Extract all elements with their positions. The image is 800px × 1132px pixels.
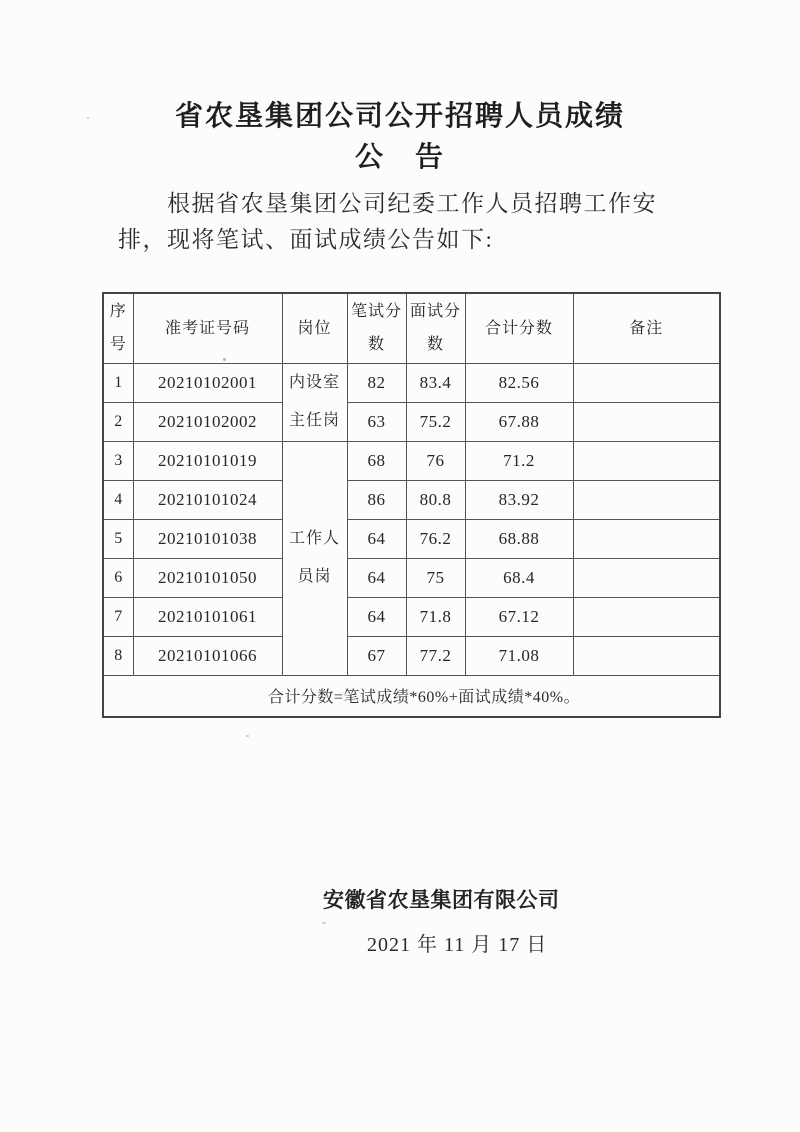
table-footnote-row: [103, 675, 720, 717]
column-header-interview-score: 面试分数: [406, 293, 465, 363]
document-subtitle: 公 告: [354, 142, 445, 173]
cell-ticket: 20210101066: [133, 636, 282, 675]
cell-seq: 7: [103, 597, 133, 636]
cell-seq: 3: [103, 441, 133, 480]
cell-written-score: 82: [347, 363, 406, 402]
cell-position-group: 内设室主任岗: [282, 363, 347, 441]
cell-total-score: 68.4: [465, 558, 573, 597]
score-formula-note: 合计分数=笔试成绩*60%+面试成绩*40%。: [103, 675, 720, 717]
cell-total-score: 67.88: [465, 402, 573, 441]
cell-interview-score: 75: [406, 558, 465, 597]
cell-written-score: 63: [347, 402, 406, 441]
cell-seq: 5: [103, 519, 133, 558]
cell-total-score: 83.92: [465, 480, 573, 519]
cell-written-score: 64: [347, 519, 406, 558]
cell-written-score: 68: [347, 441, 406, 480]
cell-ticket: 20210102001: [133, 363, 282, 402]
signature-date: 2021 年 11 月 17 日: [367, 934, 548, 956]
scan-speck: [322, 922, 326, 924]
table-row: [103, 519, 720, 558]
cell-written-score: 86: [347, 480, 406, 519]
column-header-total-score: 合计分数: [465, 293, 573, 363]
signature-organization: 安徽省农垦集团有限公司: [323, 888, 560, 912]
cell-remark: [573, 519, 720, 558]
cell-interview-score: 83.4: [406, 363, 465, 402]
table-row: [103, 597, 720, 636]
cell-seq: 4: [103, 480, 133, 519]
cell-interview-score: 71.8: [406, 597, 465, 636]
column-header-position: 岗位: [282, 293, 347, 363]
column-header-written-score: 笔试分数: [347, 293, 406, 363]
cell-ticket: 20210102002: [133, 402, 282, 441]
cell-remark: [573, 597, 720, 636]
score-table: [102, 292, 721, 718]
cell-remark: [573, 441, 720, 480]
scan-speck: [223, 358, 226, 361]
cell-total-score: 71.2: [465, 441, 573, 480]
document-title: 省农垦集团公司公开招聘人员成绩: [174, 101, 625, 132]
scan-speck: [87, 117, 89, 119]
cell-written-score: 67: [347, 636, 406, 675]
table-header-row: [103, 293, 720, 363]
cell-interview-score: 76.2: [406, 519, 465, 558]
column-header-remark: 备注: [573, 293, 720, 363]
cell-seq: 8: [103, 636, 133, 675]
cell-written-score: 64: [347, 597, 406, 636]
cell-remark: [573, 402, 720, 441]
cell-seq: 2: [103, 402, 133, 441]
column-header-ticket: 准考证号码: [133, 293, 282, 363]
cell-ticket: 20210101061: [133, 597, 282, 636]
cell-remark: [573, 480, 720, 519]
cell-ticket: 20210101038: [133, 519, 282, 558]
cell-ticket: 20210101019: [133, 441, 282, 480]
table-row: [103, 480, 720, 519]
score-table-container: [102, 292, 719, 718]
table-row: [103, 558, 720, 597]
cell-ticket: 20210101024: [133, 480, 282, 519]
table-row: [103, 636, 720, 675]
cell-ticket: 20210101050: [133, 558, 282, 597]
body-line: 排，现将笔试、面试成绩公告如下:: [118, 227, 494, 252]
cell-total-score: 67.12: [465, 597, 573, 636]
table-row: [103, 441, 720, 480]
cell-interview-score: 75.2: [406, 402, 465, 441]
cell-position-group: 工作人员岗: [282, 441, 347, 675]
cell-seq: 6: [103, 558, 133, 597]
cell-total-score: 82.56: [465, 363, 573, 402]
cell-interview-score: 77.2: [406, 636, 465, 675]
table-row: [103, 402, 720, 441]
cell-total-score: 68.88: [465, 519, 573, 558]
cell-total-score: 71.08: [465, 636, 573, 675]
cell-remark: [573, 363, 720, 402]
column-header-seq: 序号: [103, 293, 133, 363]
body-paragraph: [118, 186, 690, 258]
body-line: 根据省农垦集团公司纪委工作人员招聘工作安: [167, 191, 657, 216]
cell-interview-score: 80.8: [406, 480, 465, 519]
cell-written-score: 64: [347, 558, 406, 597]
cell-remark: [573, 636, 720, 675]
cell-seq: 1: [103, 363, 133, 402]
cell-interview-score: 76: [406, 441, 465, 480]
cell-remark: [573, 558, 720, 597]
scan-speck: [246, 735, 249, 737]
table-row: [103, 363, 720, 402]
